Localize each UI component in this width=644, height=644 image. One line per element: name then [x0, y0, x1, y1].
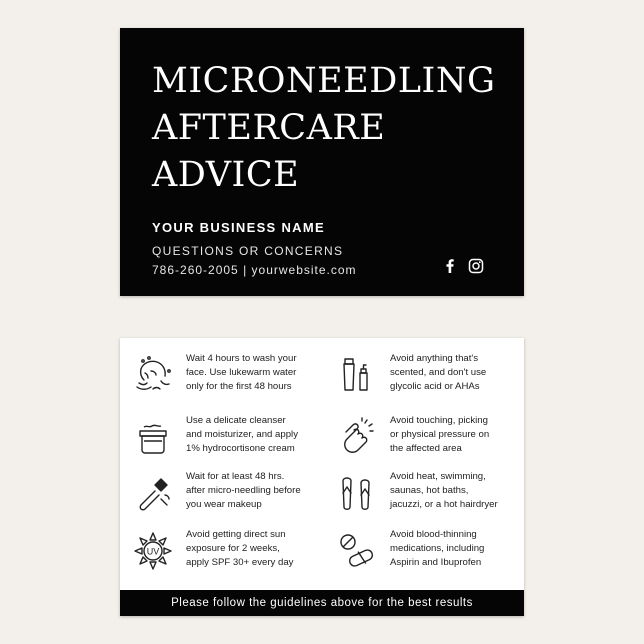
tip-line: scented, and don't use	[390, 367, 487, 378]
cream-jar-icon	[130, 414, 176, 460]
tip-line: apply SPF 30+ every day	[186, 557, 294, 568]
tip-item	[130, 414, 318, 460]
tip-line: face. Use lukewarm water	[186, 367, 297, 378]
tip-text	[390, 414, 522, 456]
tip-line: Avoid anything that's	[390, 353, 479, 364]
tip-line: Avoid touching, picking	[390, 415, 488, 426]
tip-line: Avoid getting direct sun	[186, 529, 286, 540]
tip-line: after micro-needling before	[186, 485, 301, 496]
tip-line: Avoid blood-thinning	[390, 529, 477, 540]
face-wash-icon	[130, 352, 176, 398]
tip-line: Wait for at least 48 hrs.	[186, 471, 285, 482]
card-back	[120, 338, 524, 616]
contact-info: 786-260-2005 | yourwebsite.com	[152, 263, 357, 277]
tip-line: you wear makeup	[186, 499, 262, 510]
instagram-icon[interactable]	[468, 258, 484, 274]
tip-line: medications, including	[390, 543, 485, 554]
tip-line: Use a delicate cleanser	[186, 415, 286, 426]
tip-text	[390, 470, 522, 512]
skincare-bottles-icon	[334, 352, 380, 398]
tip-line: exposure for 2 weeks,	[186, 543, 280, 554]
tip-line: or physical pressure on	[390, 429, 490, 440]
tip-item	[334, 470, 522, 516]
pills-icon	[334, 528, 380, 574]
tip-text	[390, 528, 522, 570]
title-line-1: MICRONEEDLING	[152, 61, 496, 101]
tip-item	[130, 528, 318, 574]
tip-line: the affected area	[390, 443, 462, 454]
business-name: YOUR BUSINESS NAME	[152, 220, 325, 235]
tip-line: jacuzzi, or a hot hairdryer	[390, 499, 498, 510]
tip-item	[130, 470, 318, 516]
footer-banner: Please follow the guidelines above for the best results	[120, 590, 524, 616]
tip-line: 1% hydrocortisone cream	[186, 443, 295, 454]
tip-item	[334, 352, 522, 398]
tip-line: only for the first 48 hours	[186, 381, 292, 392]
tip-text	[186, 414, 318, 456]
touching-finger-icon	[334, 414, 380, 460]
card-front	[120, 28, 524, 296]
title-line-2: AFTERCARE	[152, 108, 386, 148]
facebook-icon[interactable]	[442, 258, 458, 274]
tip-line: Wait 4 hours to wash your	[186, 353, 297, 364]
card-title	[152, 58, 495, 199]
tip-text	[186, 528, 318, 570]
tip-line: and moisturizer, and apply	[186, 429, 298, 440]
makeup-brush-icon	[130, 470, 176, 516]
tip-text	[186, 352, 318, 394]
tip-item	[334, 414, 522, 460]
tip-line: Avoid heat, swimming,	[390, 471, 486, 482]
tip-item	[334, 528, 522, 574]
tip-line: glycolic acid or AHAs	[390, 381, 480, 392]
questions-label: QUESTIONS OR CONCERNS	[152, 244, 344, 258]
tip-item	[130, 352, 318, 398]
tip-text	[186, 470, 318, 512]
uv-sun-icon	[130, 528, 176, 574]
social-links	[442, 258, 484, 274]
tip-line: Aspirin and Ibuprofen	[390, 557, 482, 568]
flip-flops-icon	[334, 470, 380, 516]
svg-text:UV: UV	[146, 546, 160, 557]
tip-line: saunas, hot baths,	[390, 485, 469, 496]
title-line-3: ADVICE	[152, 155, 300, 195]
tip-text	[390, 352, 522, 394]
